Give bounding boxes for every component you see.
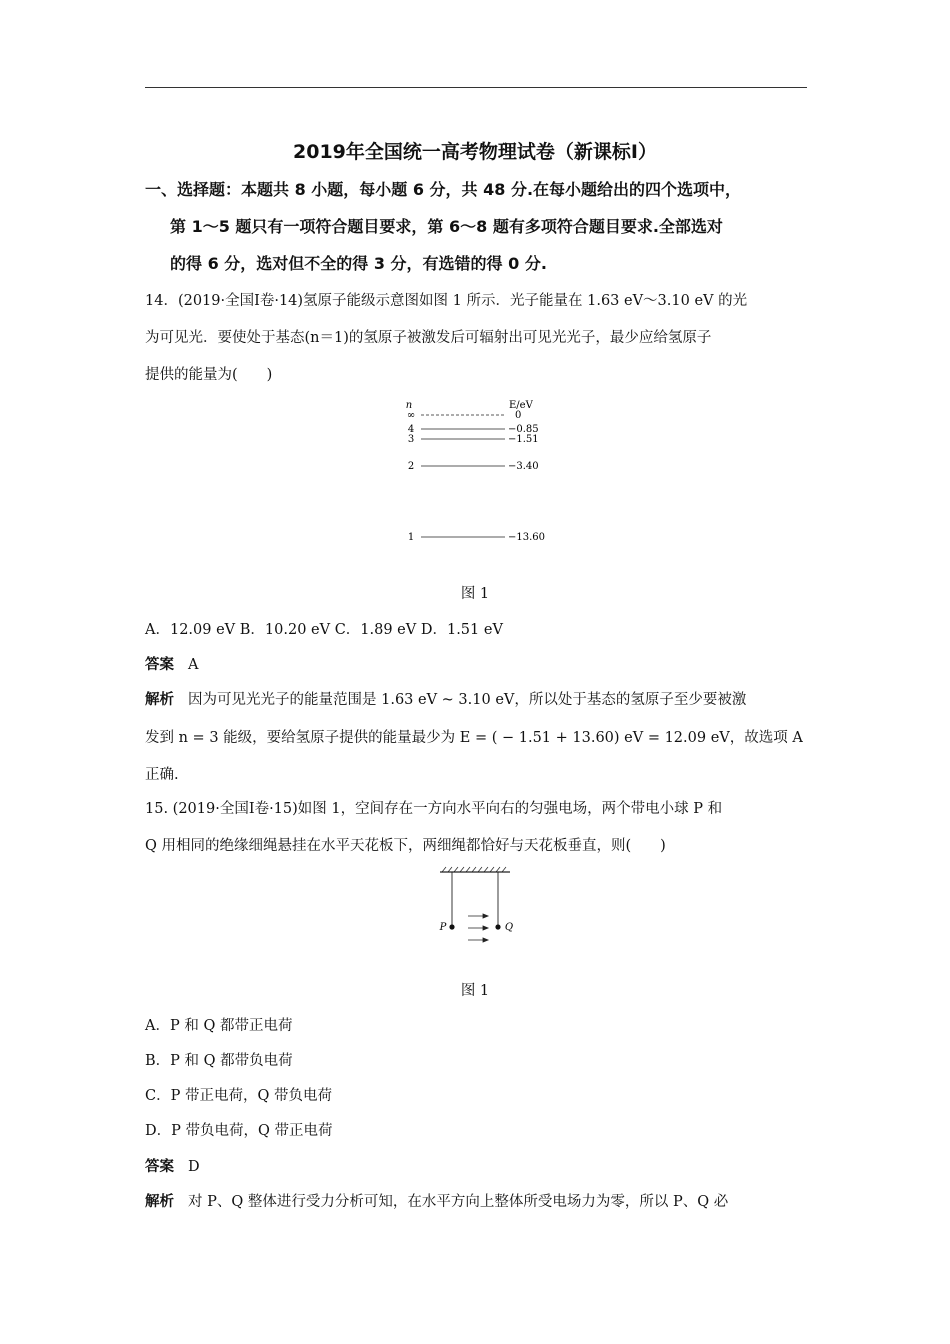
field-arrows bbox=[468, 914, 488, 942]
header-rule bbox=[145, 87, 807, 88]
q15-option-d: D．P 带负电荷，Q 带正电荷 bbox=[145, 1123, 333, 1139]
q15-answer-value: D bbox=[188, 1159, 200, 1175]
level-1-n: 1 bbox=[407, 532, 415, 543]
level-inf-e: 0 bbox=[515, 410, 522, 421]
q15-analysis-line-1: 对 P、Q 整体进行受力分析可知，在水平方向上整体所受电场力为零，所以 P、Q 必 bbox=[188, 1194, 729, 1210]
energy-axis-label: E/eV bbox=[509, 400, 533, 411]
q14-answer-label: 答案 bbox=[145, 657, 174, 673]
q14-answer-value: A bbox=[188, 657, 199, 673]
level-2-n: 2 bbox=[407, 461, 415, 472]
level-2-e: −3.40 bbox=[508, 461, 539, 472]
q14-analysis-row-1 bbox=[145, 688, 746, 709]
section-heading-line-3: 的得 6 分，选对但不全的得 3 分，有选错的得 0 分. bbox=[170, 254, 547, 273]
ceiling-hatch bbox=[442, 867, 506, 872]
q14-figure-caption: 图 1 bbox=[460, 586, 490, 602]
ball-q-label: Q bbox=[504, 922, 514, 933]
q14-analysis-label: 解析 bbox=[145, 692, 174, 708]
q14-stem-line-1: 14．(2019·全国Ⅰ卷·14)氢原子能级示意图如图 1 所示．光子能量在 1.63 eV～3.10 eV 的光 bbox=[145, 293, 748, 309]
q14-options: A．12.09 eV B．10.20 eV C．1.89 eV D．1.51 eV bbox=[145, 622, 503, 638]
ball-q bbox=[495, 924, 500, 929]
q14-analysis-line-2: 发到 n = 3 能级，要给氢原子提供的能量最少为 E = ( − 1.51 + 13.60) eV = 12.09 eV，故选项 A bbox=[145, 730, 803, 746]
q14-stem-line-2: 为可见光．要使处于基态(n＝1)的氢原子被激发后可辐射出可见光光子，最少应给氢原子 bbox=[145, 330, 712, 346]
q14-analysis-line-1: 因为可见光光子的能量范围是 1.63 eV ~ 3.10 eV，所以处于基态的氢原子至少要被激 bbox=[188, 692, 747, 708]
q15-stem-line-1: 15. (2019·全国Ⅰ卷·15)如图 1，空间存在一方向水平向右的匀强电场，两个带电小球 P 和 bbox=[145, 801, 723, 817]
energy-level-diagram bbox=[395, 396, 565, 548]
q15-option-b: B．P 和 Q 都带负电荷 bbox=[145, 1053, 293, 1069]
charged-balls-figure bbox=[432, 866, 522, 948]
q15-option-c: C．P 带正电荷，Q 带负电荷 bbox=[145, 1088, 332, 1104]
n-axis-label: n bbox=[405, 400, 413, 411]
q14-stem-line-3: 提供的能量为( ) bbox=[145, 367, 273, 383]
q15-figure-caption: 图 1 bbox=[460, 983, 490, 999]
section-heading-line-2: 第 1～5 题只有一项符合题目要求，第 6～8 题有多项符合题目要求.全部选对 bbox=[170, 217, 723, 236]
level-3-e: −1.51 bbox=[508, 434, 539, 445]
q15-answer-row bbox=[145, 1155, 200, 1176]
ball-p-label: P bbox=[439, 922, 447, 933]
q15-stem-line-2: Q 用相同的绝缘细绳悬挂在水平天花板下，两细绳都恰好与天花板垂直，则( ) bbox=[145, 838, 666, 854]
q15-option-a: A．P 和 Q 都带正电荷 bbox=[145, 1018, 293, 1034]
q14-analysis-line-3: 正确. bbox=[145, 767, 179, 783]
q14-answer-row bbox=[145, 653, 198, 674]
q15-analysis-row-1 bbox=[145, 1190, 728, 1211]
page-title: 2019年全国统一高考物理试卷（新课标Ⅰ） bbox=[293, 141, 657, 163]
section-heading-line-1: 一、选择题：本题共 8 小题，每小题 6 分，共 48 分.在每小题给出的四个选项中， bbox=[145, 180, 742, 199]
level-3-n: 3 bbox=[407, 434, 415, 445]
level-4-e: −0.85 bbox=[508, 424, 539, 435]
q15-analysis-label: 解析 bbox=[145, 1194, 174, 1210]
ball-p bbox=[449, 924, 454, 929]
level-inf-n: ∞ bbox=[406, 410, 416, 421]
q15-answer-label: 答案 bbox=[145, 1159, 174, 1175]
level-4-n: 4 bbox=[407, 424, 415, 435]
level-1-e: −13.60 bbox=[508, 532, 546, 543]
